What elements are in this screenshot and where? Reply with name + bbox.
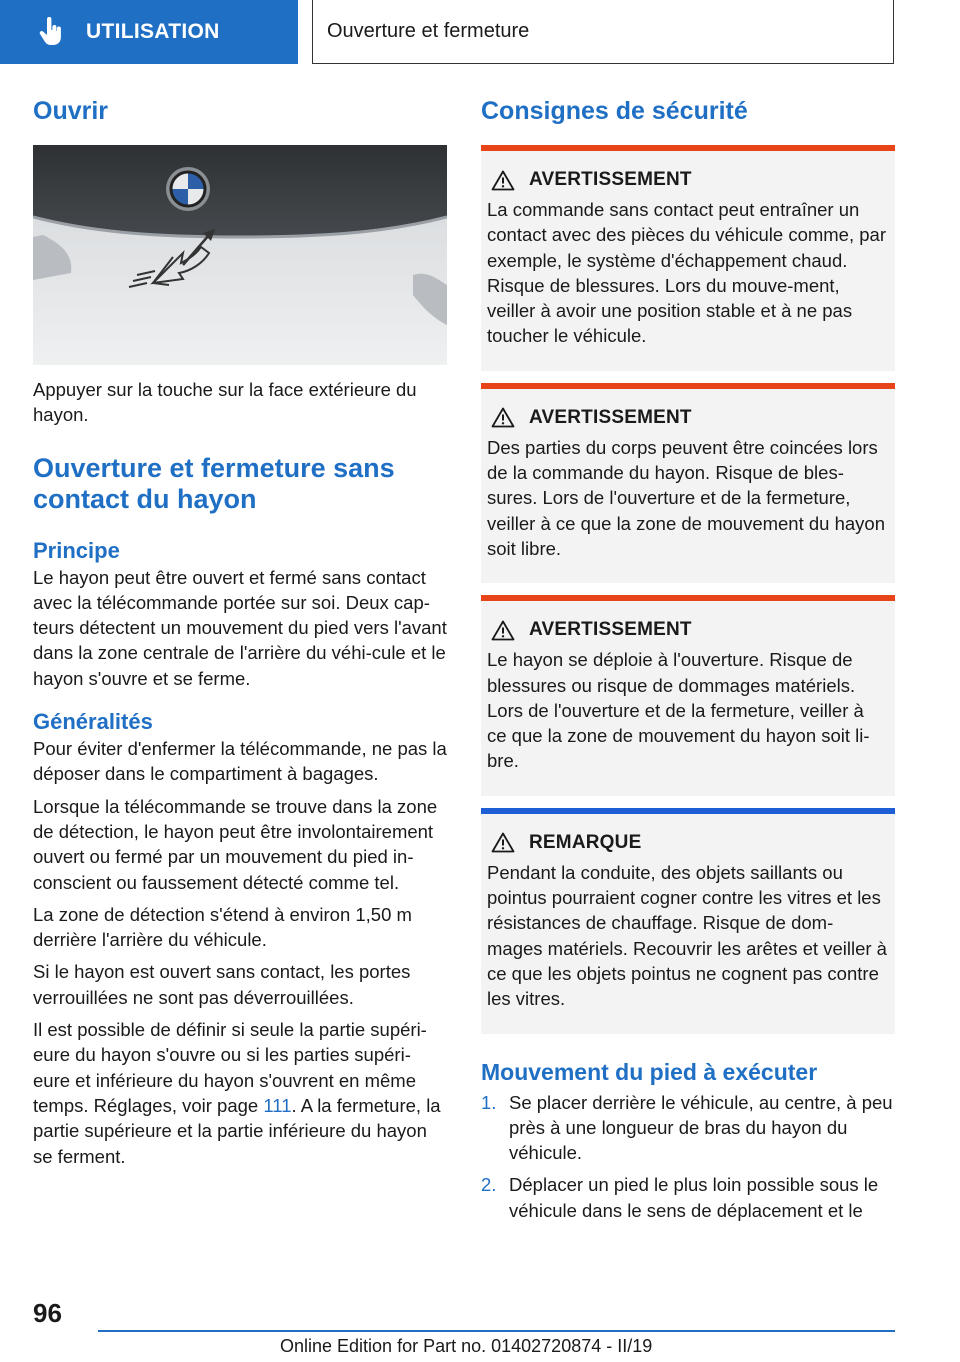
contactless-heading: Ouverture et fermeture sans contact du hayon [33,452,395,514]
general-paragraph-5: Il est possible de définir si seule la partie supéri-eure du hayon s'ouvre ou si les parties supéri-eure et inférieure du hayon s'ouvrent en même temps. Réglages, voir page 111. A la fermeture, la partie supérieure et la partie inférieure du hayon se ferment. [33,1019,441,1167]
note-label: REMARQUE [529,831,642,853]
warning-text: La commande sans contact peut entraîner un contact avec des pièces du véhicule comme, par exemple, le système d'échappement chaud. Risque de blessures. Lors du mouve-ment, veiller à avoir une position stable et à ne pas toucher le véhicule. [487,199,886,347]
open-text: Appuyer sur la touche sur la face extérieure du hayon. [33,379,417,426]
principle-heading: Principe [33,537,120,563]
footer-edition: Online Edition for Part no. 01402720874 - II/19 [280,1336,653,1356]
section-title: Ouverture et fermeture [312,0,894,64]
warning-box-1 [481,145,895,371]
warning-label: AVERTISSEMENT [529,169,692,190]
left-column [33,96,447,1169]
warning-label: AVERTISSEMENT [529,406,692,428]
foot-movement-heading: Mouvement du pied à exécuter [481,1058,818,1085]
step-text: Se placer derrière le véhicule, au centre, à peu près à une longueur de bras du hayon du véhicule. [509,1091,893,1164]
warning-triangle-icon [491,170,515,191]
general-paragraph-4: Si le hayon est ouvert sans contact, les portes verrouillées ne sont pas déverrouillées. [33,961,411,1008]
step-number: 2. [481,1174,497,1196]
footer-divider [98,1330,895,1332]
list-item [481,1172,895,1223]
warning-box-3 [481,595,895,795]
step-number: 1. [481,1091,497,1113]
chapter-label: UTILISATION [86,20,220,43]
chapter-tab[interactable] [0,0,298,64]
tailgate-button-photo [33,145,447,365]
page-number: 96 [33,1298,62,1328]
hand-pointer-icon [38,17,64,47]
general-heading: Généralités [33,709,153,735]
warning-label: AVERTISSEMENT [529,619,692,641]
right-column [481,96,895,1223]
list-item [481,1090,895,1166]
warning-text: Le hayon se déploie à l'ouverture. Risque de blessures ou risque de dommages matériels. Lors de l'ouverture et de la fermeture, veiller à ce que la zone de mouvement du hayon soit li-bre. [487,649,870,772]
general-paragraph-3: La zone de détection s'étend à environ 1,50 m derrière l'arrière du véhicule. [33,903,412,951]
warning-triangle-icon [491,407,515,428]
note-triangle-icon [491,832,515,853]
note-text: Pendant la conduite, des objets saillants ou pointus pourraient cogner contre les vitres et les résistances de chauffage. Risque de dom-mages matériels. Recouvrir les arêtes et veiller à ce que les objets pointus ne cognent pas contre les vitres. [487,861,887,1010]
step-text: Déplacer un pied le plus loin possible sous le véhicule dans le sens de déplacement et le [509,1174,879,1221]
page-link-111[interactable]: 111 [263,1094,292,1116]
general-paragraph-2: Lorsque la télécommande se trouve dans la zone de détection, le hayon peut être involontairement ouvert ou fermé par un mouvement du pied in-conscient ou faussement détecté comme tel. [33,795,438,893]
safety-heading: Consignes de sécurité [481,97,748,125]
warning-triangle-icon [491,620,515,641]
note-box [481,808,895,1034]
warning-box-2 [481,383,895,583]
tailgate-illustration [33,145,447,365]
general-paragraph-1: Pour éviter d'enfermer la télécommande, ne pas la déposer dans le compartiment à bagages. [33,738,447,785]
warning-text: Des parties du corps peuvent être coincées lors de la commande du hayon. Risque de bles-sures. Lors de l'ouverture et de la fermeture, veiller à ce que la zone de mouvement du hayon soit libre. [487,436,886,559]
open-heading: Ouvrir [33,97,109,125]
principle-text: Le hayon peut être ouvert et fermé sans contact avec la télécommande portée sur soi. Deux cap-teurs détectent un mouvement du pied vers l'avant dans la zone centrale de l'arrière du véhi-cule et le hayon s'ouvre et se ferme. [33,566,447,689]
